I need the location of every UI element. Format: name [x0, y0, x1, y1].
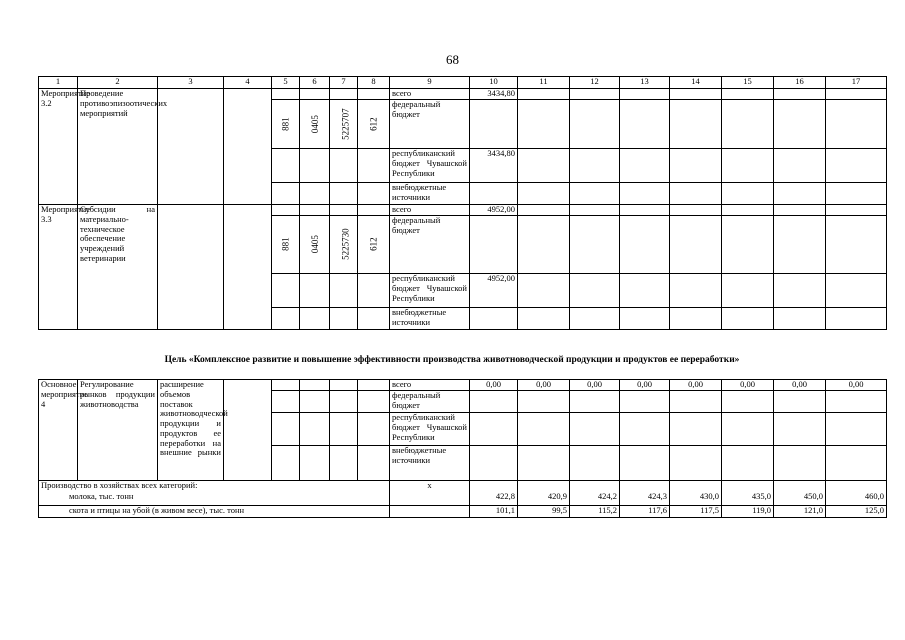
col-num: 4: [224, 77, 272, 89]
funding-source: федеральный бюджет: [390, 100, 470, 149]
table-row: [39, 380, 887, 391]
amount: 0,00: [570, 380, 620, 391]
indicator-value: 99,5: [518, 506, 570, 518]
indicator-value: 450,0: [774, 492, 826, 506]
indicator-label: скота и птицы на убой (в живом весе), тыс. тонн: [39, 506, 390, 518]
amount: 0,00: [722, 380, 774, 391]
code-grbs: 881: [272, 100, 300, 149]
indicator-value: 119,0: [722, 506, 774, 518]
indicator-value: 460,0: [826, 492, 887, 506]
goal-heading: Цель «Комплексное развитие и повышение эффективности производства животноводческой продукции и продуктов ее переработки»: [164, 355, 740, 365]
table-row: [39, 205, 887, 216]
indicator-group-label: Производство в хозяйствах всех категорий:: [39, 481, 390, 492]
indicator-value: 121,0: [774, 506, 826, 518]
measure-name: Регулирование рынков продукции животноводства: [78, 380, 158, 481]
indicator-label: молока, тыс. тонн: [39, 492, 390, 506]
col-num: 12: [570, 77, 620, 89]
funding-source: внебюджетные источники: [390, 183, 470, 205]
funding-source: внебюджетные источники: [390, 446, 470, 481]
col-num: 9: [390, 77, 470, 89]
funding-source: республиканский бюджет Чувашской Республики: [390, 413, 470, 446]
col-num: 3: [158, 77, 224, 89]
code-expense-type: 612: [358, 100, 390, 149]
col-num: 10: [470, 77, 518, 89]
funding-source: внебюджетные источники: [390, 308, 470, 330]
indicator-marker: х: [390, 481, 470, 506]
indicator-value: 115,2: [570, 506, 620, 518]
empty-cell: [224, 380, 272, 481]
col-num: 17: [826, 77, 887, 89]
amount: 0,00: [518, 380, 570, 391]
amount: 0,00: [774, 380, 826, 391]
program-table-lower: [38, 379, 887, 518]
measure-description: расширение объемов поставок животноводческой продукции и продуктов ее переработки на внешние рынки: [158, 380, 224, 481]
empty-cell: [158, 89, 224, 205]
col-num: 13: [620, 77, 670, 89]
amount: [470, 100, 518, 149]
funding-source: всего: [390, 205, 470, 216]
col-num: 16: [774, 77, 826, 89]
indicator-value: 424,3: [620, 492, 670, 506]
indicator-value: 424,2: [570, 492, 620, 506]
col-num: 2: [78, 77, 158, 89]
indicator-value: 117,5: [670, 506, 722, 518]
amount: 0,00: [620, 380, 670, 391]
measure-id: Мероприятие 3.2: [39, 89, 78, 205]
indicator-value: 422,8: [470, 492, 518, 506]
code-section: 0405: [300, 216, 330, 274]
indicator-value: 435,0: [722, 492, 774, 506]
table-row: [39, 481, 887, 492]
amount: [470, 183, 518, 205]
funding-source: республиканский бюджет Чувашской Республики: [390, 149, 470, 183]
code-target: 5225707: [330, 100, 358, 149]
measure-name: Проведение противоэпизоотических мероприятий: [78, 89, 158, 205]
amount: 3434,80: [470, 89, 518, 100]
amount: 0,00: [470, 380, 518, 391]
indicator-value: 430,0: [670, 492, 722, 506]
funding-source: всего: [390, 380, 470, 391]
program-table-upper: [38, 76, 887, 330]
measure-name: Субсидии на материально-техническое обеспечение учреждений ветеринарии: [78, 205, 158, 330]
indicator-value: 101,1: [470, 506, 518, 518]
measure-id: Основное мероприятие 4: [39, 380, 78, 481]
column-number-row: [39, 77, 887, 89]
amount: [470, 216, 518, 274]
col-num: 8: [358, 77, 390, 89]
col-num: 11: [518, 77, 570, 89]
indicator-value: 117,6: [620, 506, 670, 518]
col-num: 14: [670, 77, 722, 89]
empty-cell: [224, 205, 272, 330]
amount: 4952,00: [470, 205, 518, 216]
code-section: 0405: [300, 100, 330, 149]
funding-source: всего: [390, 89, 470, 100]
amount: 0,00: [670, 380, 722, 391]
code-grbs: 881: [272, 216, 300, 274]
amount: 0,00: [826, 380, 887, 391]
amount: [470, 308, 518, 330]
empty-cell: [224, 89, 272, 205]
funding-source: федеральный бюджет: [390, 391, 470, 413]
funding-source: федеральный бюджет: [390, 216, 470, 274]
col-num: 15: [722, 77, 774, 89]
code-target: 5225730: [330, 216, 358, 274]
col-num: 5: [272, 77, 300, 89]
table-row: [39, 506, 887, 518]
col-num: 1: [39, 77, 78, 89]
amount: 4952,00: [470, 274, 518, 308]
col-num: 6: [300, 77, 330, 89]
amount: 3434,80: [470, 149, 518, 183]
funding-source: республиканский бюджет Чувашской Республики: [390, 274, 470, 308]
table-row: [39, 89, 887, 100]
measure-id: Мероприятие 3.3: [39, 205, 78, 330]
col-num: 7: [330, 77, 358, 89]
indicator-value: 420,9: [518, 492, 570, 506]
code-expense-type: 612: [358, 216, 390, 274]
indicator-value: 125,0: [826, 506, 887, 518]
page-number: 68: [446, 52, 459, 67]
empty-cell: [158, 205, 224, 330]
